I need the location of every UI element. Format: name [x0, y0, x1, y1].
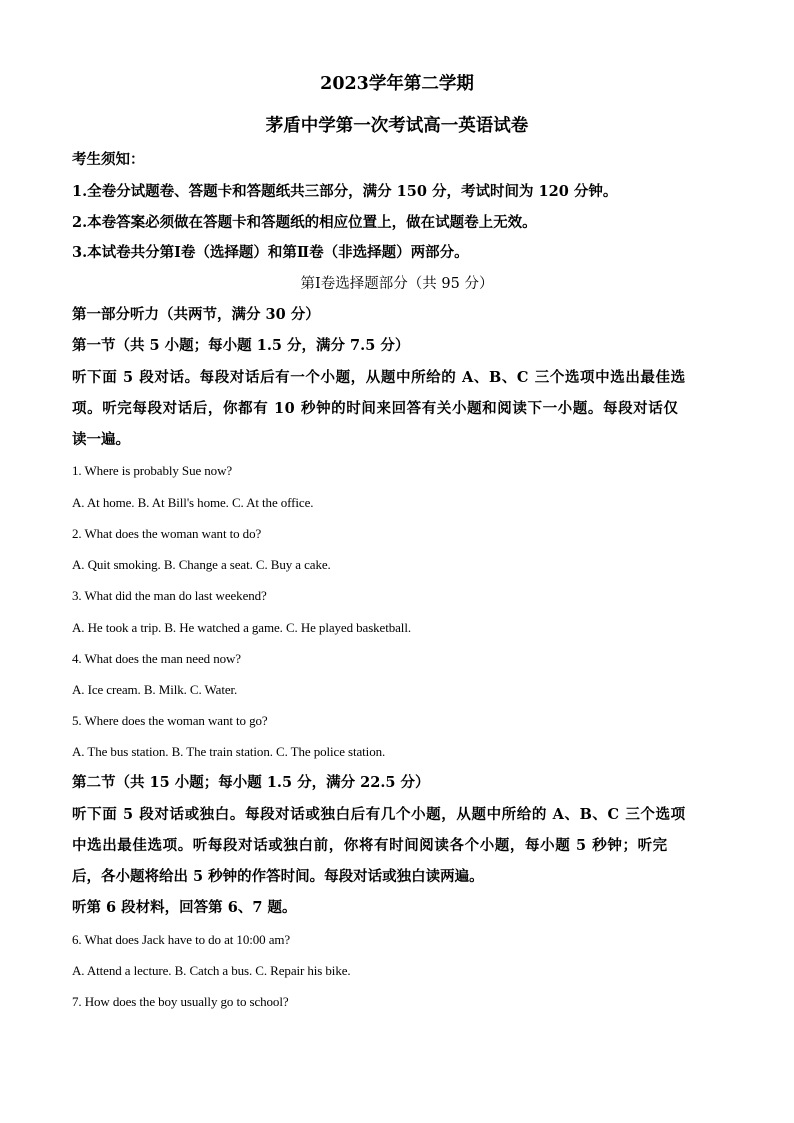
section-2-instruction-line: 中选出最佳选项。听每段对话或独白前，你将有时间阅读各个小题，每小题 5 秒钟；听完: [72, 837, 668, 854]
question-4: 4. What does the man need now?: [72, 651, 241, 666]
notice-item-3: 3.本试卷共分第Ⅰ卷（选择题）和第Ⅱ卷（非选择题）两部分。: [72, 244, 469, 261]
question-2: 2. What does the woman want to do?: [72, 526, 262, 541]
question-4-options: A. Ice cream. B. Milk. C. Water.: [72, 682, 238, 697]
question-1: 1. Where is probably Sue now?: [72, 463, 233, 478]
section-1-instruction-line: 读一遍。: [72, 431, 130, 448]
section-1-heading: 第一节（共 5 小题；每小题 1.5 分，满分 7.5 分）: [72, 337, 410, 354]
question-6: 6. What does Jack have to do at 10:00 am?: [72, 932, 291, 947]
section-2-heading: 第二节（共 15 小题；每小题 1.5 分，满分 22.5 分）: [72, 774, 430, 791]
question-6-options: A. Attend a lecture. B. Catch a bus. C. Repair his bike.: [72, 963, 351, 978]
question-1-options: A. At home. B. At Bill's home. C. At the office.: [72, 495, 314, 510]
section-2-instruction-line: 听下面 5 段对话或独白。每段对话或独白后有几个小题，从题中所给的 A、B、C 三个选项: [72, 806, 686, 823]
question-3: 3. What did the man do last weekend?: [72, 588, 267, 603]
section-1-instruction-line: 听下面 5 段对话。每段对话后有一个小题，从题中所给的 A、B、C 三个选项中选出最佳选: [72, 369, 686, 386]
section-1-instruction-line: 项。听完每段对话后，你都有 10 秒钟的时间来回答有关小题和阅读下一小题。每段对话仅: [72, 400, 679, 417]
exam-term-title: 2023学年第二学期: [320, 74, 474, 94]
exam-title: 茅盾中学第一次考试高一英语试卷: [265, 116, 529, 136]
notice-item-2: 2.本卷答案必须做在答题卡和答题纸的相应位置上，做在试题卷上无效。: [72, 214, 537, 231]
volume-1-heading: 第Ⅰ卷选择题部分（共 95 分）: [300, 276, 494, 292]
question-2-options: A. Quit smoking. B. Change a seat. C. Buy a cake.: [72, 557, 331, 572]
notice-heading: 考生须知：: [72, 151, 145, 168]
question-5: 5. Where does the woman want to go?: [72, 713, 268, 728]
notice-item-1: 1.全卷分试题卷、答题卡和答题纸共三部分，满分 150 分，考试时间为 120 分钟。: [72, 183, 618, 200]
question-3-options: A. He took a trip. B. He watched a game. C. He played basketball.: [72, 620, 411, 635]
question-5-options: A. The bus station. B. The train station. C. The police station.: [72, 744, 386, 759]
part-1-heading: 第一部分听力（共两节，满分 30 分）: [72, 306, 320, 323]
material-6-heading: 听第 6 段材料，回答第 6、7 题。: [72, 899, 297, 916]
section-2-instruction-line: 后，各小题将给出 5 秒钟的作答时间。每段对话或独白读两遍。: [72, 868, 484, 885]
question-7: 7. How does the boy usually go to school?: [72, 994, 289, 1009]
